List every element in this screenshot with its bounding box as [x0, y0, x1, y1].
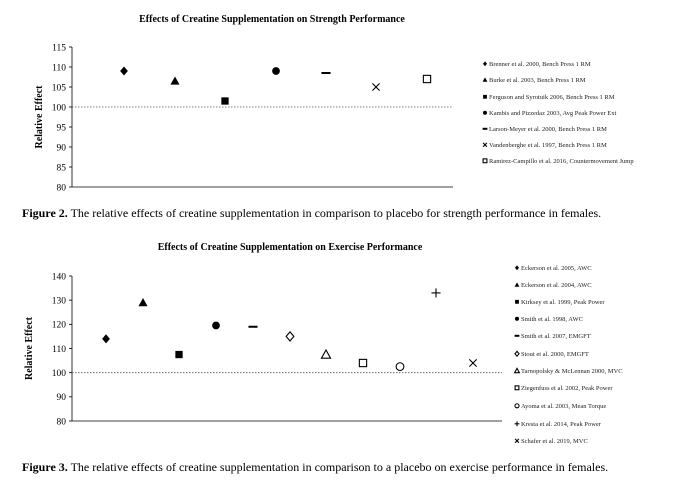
- legend-label: [521, 333, 591, 340]
- legend-label-line: Ziegenfuss et al. 2002, Peak Power: [521, 385, 613, 392]
- legend-label-line: Eckerson et al. 2005, AWC: [521, 265, 592, 272]
- legend-label: [521, 385, 613, 392]
- data-point: [396, 363, 404, 371]
- legend-marker: [515, 300, 519, 304]
- y-tick-label: 105: [51, 83, 66, 94]
- legend-label-line: Ferguson and Syrotuik 2006, Bench Press 1 RM: [489, 94, 615, 101]
- data-point: [102, 334, 110, 343]
- y-tick-label: 110: [52, 63, 66, 74]
- y-tick-label: 140: [51, 272, 66, 283]
- legend-label-line: Stout et al. 2000, EMGFT: [521, 351, 589, 358]
- legend-label: [521, 351, 589, 358]
- figure-3-caption-label: Figure 3.: [22, 460, 68, 474]
- chart-title: Effects of Creatine Supplementation on Exercise Performance: [157, 242, 423, 253]
- y-axis-label: Relative Effect: [34, 85, 45, 149]
- legend-label: [521, 316, 583, 323]
- y-tick-label: 130: [51, 296, 66, 307]
- y-tick-label: 90: [56, 393, 66, 404]
- data-point: [431, 288, 440, 297]
- legend-label: [521, 421, 602, 428]
- legend-label-line: Kresta et al. 2014, Peak Power: [521, 421, 601, 428]
- legend-label-line: Tarnopolsky & McLennan 2000, MVC: [521, 368, 623, 375]
- data-point: [212, 322, 220, 330]
- legend-marker: [515, 317, 519, 321]
- legend-label-line: Burke et al. 2003, Bench Press 1 RM: [489, 77, 586, 84]
- data-point: [175, 351, 182, 358]
- legend-marker: [515, 351, 519, 356]
- y-tick-label: 85: [56, 163, 66, 174]
- y-axis-label: Relative Effect: [24, 316, 35, 381]
- y-tick-label: 120: [51, 320, 66, 331]
- legend-label-line: Smith et al. 1998, AWC: [521, 316, 583, 323]
- legend-marker: [515, 265, 519, 270]
- legend-marker: [515, 421, 520, 426]
- legend-label: [521, 282, 592, 289]
- figure-3-caption: [22, 460, 682, 474]
- y-tick-label: 110: [52, 344, 66, 355]
- data-point: [359, 359, 366, 366]
- legend-label-line: Eckerson et al. 2004, AWC: [521, 282, 592, 289]
- figure-3-caption-text: The relative effects of creatine supplementation in comparison to a placebo on exercise performance in females.: [67, 460, 609, 474]
- legend-label-line: Smith et al. 2007, EMGFT: [521, 333, 591, 340]
- data-point: [321, 350, 330, 358]
- legend-label: [521, 299, 605, 306]
- y-tick-label: 80: [56, 417, 66, 428]
- legend-label-line: Kambis and Pizzedaz 2003, Avg Peak Power Ext: [489, 110, 617, 117]
- data-point: [138, 298, 147, 306]
- legend-marker: [515, 404, 519, 408]
- figure-2-caption-text: The relative effects of creatine supplementation in comparison to placebo for strength performance in females.: [67, 206, 602, 220]
- legend-label-line: Ayoma et al. 2003, Mean Torque: [521, 403, 607, 410]
- legend-label: [521, 403, 606, 410]
- legend-label-line: Schafer et al. 2019, MVC: [521, 438, 588, 445]
- legend-marker: [515, 439, 519, 443]
- y-tick-label: 100: [51, 103, 66, 114]
- legend-marker: [515, 368, 520, 372]
- legend-label-line: Brenner et al. 2000, Bench Press 1 RM: [489, 61, 591, 68]
- legend-label-line: Kirksey et al. 1999, Peak Power: [521, 299, 605, 306]
- legend-label: [521, 438, 588, 445]
- y-tick-label: 80: [56, 183, 66, 194]
- y-tick-label: 100: [51, 368, 66, 379]
- data-point: [286, 332, 294, 341]
- chart-title: Effects of Creatine Supplementation on Strength Performance: [139, 14, 405, 25]
- legend-marker: [515, 386, 519, 390]
- legend-label-line: Vandenberghe et al. 1997, Bench Press 1 RM: [489, 142, 607, 149]
- y-tick-label: 95: [56, 123, 66, 134]
- y-tick-label: 90: [56, 143, 66, 154]
- legend-marker: [515, 282, 520, 286]
- legend-label: [521, 368, 623, 375]
- y-tick-label: 115: [52, 43, 66, 54]
- legend-label-line: Ramirez-Campillo et al. 2016, Countermovement Jump: [489, 158, 634, 165]
- data-point: [469, 359, 476, 366]
- legend-label-line: Larson-Meyer et al. 2000, Bench Press 1 RM: [489, 126, 607, 133]
- figure-2-caption-label: Figure 2.: [22, 206, 68, 220]
- legend-label: [521, 265, 592, 272]
